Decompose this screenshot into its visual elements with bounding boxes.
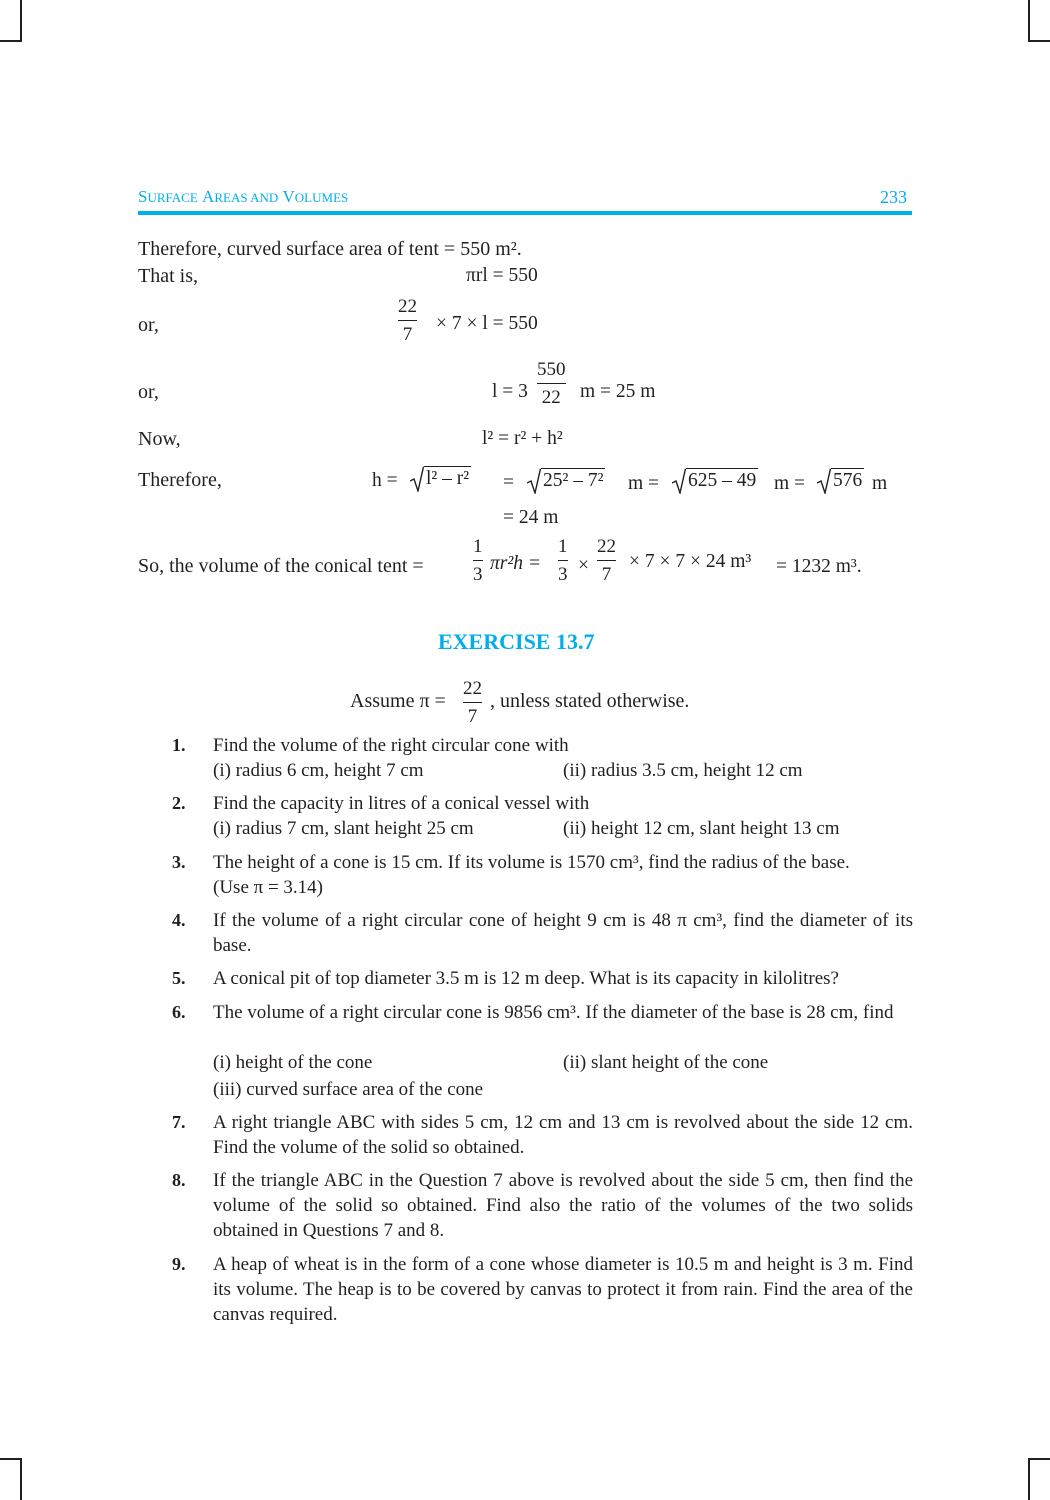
equation-3-rhs: m = 25 m — [580, 381, 656, 402]
assume-suffix: , unless stated otherwise. — [490, 690, 690, 712]
crop-mark-top-right-h — [1028, 40, 1050, 42]
question-1-part-i: (i) radius 6 cm, height 7 cm — [213, 760, 424, 781]
volume-result: = 1232 m³. — [776, 556, 862, 577]
question-2-part-i: (i) radius 7 cm, slant height 25 cm — [213, 818, 474, 839]
crop-mark-bottom-right-h — [1028, 1458, 1050, 1460]
solution-line-1: Therefore, curved surface area of tent = 550 m². — [138, 238, 522, 260]
equation-5-eq1: = — [503, 472, 514, 493]
running-header-title: SURFACE AREAS AND VOLUMES — [138, 187, 349, 206]
question-9-number: 9. — [172, 1254, 186, 1274]
question-6-part-ii: (ii) slant height of the cone — [563, 1052, 769, 1073]
fraction-550-over-22: 550 22 — [537, 359, 566, 408]
question-2-number: 2. — [172, 793, 186, 813]
that-is-label: That is, — [138, 265, 198, 287]
or-label-2: or, — [138, 381, 159, 403]
question-1-number: 1. — [172, 735, 186, 755]
equation-4: l² = r² + h² — [482, 428, 563, 449]
question-1-part-ii: (ii) radius 3.5 cm, height 12 cm — [563, 760, 803, 781]
fraction-1-over-3-b: 1 3 — [558, 536, 568, 585]
equation-6: = 24 m — [503, 507, 559, 528]
header-rule — [138, 211, 912, 215]
question-7-number: 7. — [172, 1112, 186, 1132]
page-number: 233 — [880, 187, 907, 207]
question-8-text: If the triangle ABC in the Question 7 above is revolved about the side 5 cm, then find the volume of the solid so obtained. Find also the ratio of the volumes of the two solids obtained in Questions 7 and 8. — [213, 1170, 913, 1241]
question-7-text: A right triangle ABC with sides 5 cm, 12 cm and 13 cm is revolved about the side 12 cm. Find the volume of the solid so obtained. — [213, 1112, 913, 1158]
equation-2: × 7 × l = 550 — [436, 313, 538, 334]
crop-mark-bottom-right-v — [1028, 1458, 1030, 1500]
crop-mark-bottom-left-h — [0, 1458, 22, 1460]
equation-5-lhs: h = — [372, 470, 398, 491]
equation-1: πrl = 550 — [466, 265, 538, 286]
volume-text: So, the volume of the conical tent = — [138, 555, 424, 577]
question-4-number: 4. — [172, 910, 186, 930]
therefore-label: Therefore, — [138, 469, 222, 491]
radical-4: 576 — [817, 468, 864, 492]
question-5-number: 5. — [172, 968, 186, 988]
question-9-text: A heap of wheat is in the form of a cone whose diameter is 10.5 m and height is 3 m. Find its volume. The heap is to be covered by canvas to protect it from rain. Find the area of the canvas required. — [213, 1254, 913, 1325]
assume-fraction: 22 7 — [463, 678, 482, 727]
question-8-number: 8. — [172, 1170, 186, 1190]
exercise-title: EXERCISE 13.7 — [438, 629, 595, 654]
radical-1: l² – r² — [410, 466, 471, 490]
crop-mark-top-left-v — [20, 0, 22, 42]
question-2-part-ii: (ii) height 12 cm, slant height 13 cm — [563, 818, 840, 839]
now-label: Now, — [138, 428, 181, 450]
question-2-text: Find the capacity in litres of a conical vessel with — [213, 793, 590, 814]
fraction-22-over-7: 22 7 — [398, 296, 417, 345]
or-label-1: or, — [138, 314, 159, 336]
volume-times: × — [578, 555, 589, 576]
equation-3-lhs: l = 3 — [492, 381, 528, 402]
question-4-text: If the volume of a right circular cone of height 9 cm is 48 π cm³, find the diameter of its base. — [213, 910, 913, 956]
question-3-line-2: (Use π = 3.14) — [213, 877, 324, 898]
question-6-part-i: (i) height of the cone — [213, 1052, 373, 1073]
question-6-part-iii: (iii) curved surface area of the cone — [213, 1079, 484, 1100]
crop-mark-top-left-h — [0, 40, 22, 42]
fraction-1-over-3-a: 1 3 — [473, 536, 483, 585]
crop-mark-top-right-v — [1028, 0, 1030, 42]
question-6-number: 6. — [172, 1002, 186, 1022]
question-3-text: The height of a cone is 15 cm. If its volume is 1570 cm³, find the radius of the base. — [213, 852, 850, 873]
volume-rest: × 7 × 7 × 24 m³ — [629, 551, 752, 572]
question-1-text: Find the volume of the right circular cone with — [213, 735, 569, 756]
volume-formula: πr²h = — [490, 553, 541, 574]
assume-prefix: Assume π = — [350, 690, 446, 712]
crop-mark-bottom-left-v — [20, 1458, 22, 1500]
question-5-text: A conical pit of top diameter 3.5 m is 12 m deep. What is its capacity in kilolitres? — [213, 968, 839, 989]
radical-3: 625 – 49 — [672, 468, 758, 492]
question-6-text: The volume of a right circular cone is 9856 cm³. If the diameter of the base is 28 cm, find — [213, 1002, 894, 1023]
equation-5-m3: m — [872, 473, 888, 494]
radical-2: 25² – 7² — [527, 468, 605, 492]
equation-5-m2: m = — [774, 473, 806, 494]
question-3-number: 3. — [172, 852, 186, 872]
equation-5-m1: m = — [628, 473, 660, 494]
fraction-22-over-7-b: 22 7 — [597, 536, 616, 585]
